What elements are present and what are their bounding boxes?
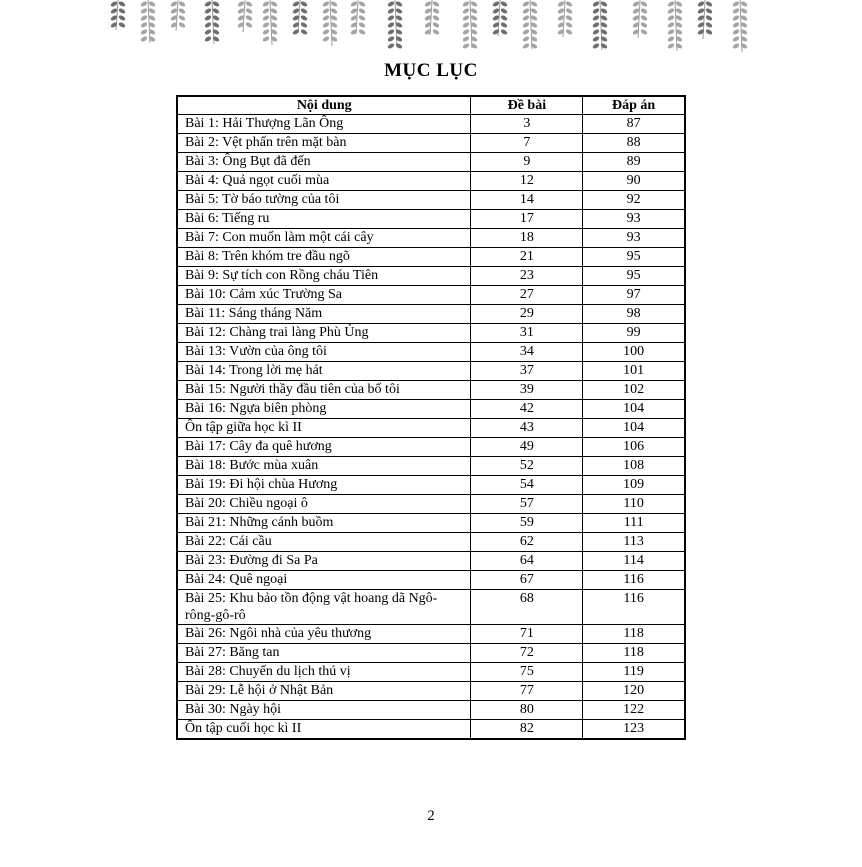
answer-page-cell: 93: [583, 229, 685, 248]
answer-page-cell: 95: [583, 267, 685, 286]
exercise-page-cell: 14: [471, 191, 583, 210]
lesson-title-cell: Bài 6: Tiếng ru: [177, 210, 471, 229]
table-row: [177, 229, 685, 248]
answer-page-cell: 99: [583, 324, 685, 343]
table-row: [177, 267, 685, 286]
exercise-page-cell: 42: [471, 400, 583, 419]
exercise-page-cell: 12: [471, 172, 583, 191]
lesson-title-cell: Bài 16: Ngựa biên phòng: [177, 400, 471, 419]
answer-page-cell: 109: [583, 476, 685, 495]
exercise-page-cell: 7: [471, 134, 583, 153]
exercise-page-cell: 39: [471, 381, 583, 400]
answer-page-cell: 87: [583, 115, 685, 134]
answer-page-cell: 88: [583, 134, 685, 153]
table-row: [177, 324, 685, 343]
exercise-page-cell: 29: [471, 305, 583, 324]
table-row: [177, 682, 685, 701]
exercise-page-cell: 52: [471, 457, 583, 476]
answer-page-cell: 113: [583, 533, 685, 552]
lesson-title-cell: Bài 5: Tờ báo tường của tôi: [177, 191, 471, 210]
exercise-page-cell: 67: [471, 571, 583, 590]
answer-page-cell: 89: [583, 153, 685, 172]
table-row: [177, 191, 685, 210]
table-row: [177, 552, 685, 571]
lesson-title-cell: Bài 14: Trong lời mẹ hát: [177, 362, 471, 381]
exercise-page-cell: 17: [471, 210, 583, 229]
answer-page-cell: 119: [583, 663, 685, 682]
table-row: [177, 419, 685, 438]
table-row: [177, 476, 685, 495]
table-row: [177, 457, 685, 476]
lesson-title-cell: Bài 11: Sáng tháng Năm: [177, 305, 471, 324]
column-header-exercise-page: Đề bài: [471, 96, 583, 115]
answer-page-cell: 102: [583, 381, 685, 400]
exercise-page-cell: 37: [471, 362, 583, 381]
exercise-page-cell: 59: [471, 514, 583, 533]
lesson-title-cell: Bài 15: Người thầy đầu tiên của bố tôi: [177, 381, 471, 400]
table-row: [177, 305, 685, 324]
exercise-page-cell: 43: [471, 419, 583, 438]
table-row: [177, 625, 685, 644]
exercise-page-cell: 75: [471, 663, 583, 682]
lesson-title-cell: Bài 24: Quê ngoại: [177, 571, 471, 590]
exercise-page-cell: 27: [471, 286, 583, 305]
table-row: [177, 210, 685, 229]
lesson-title-cell: Bài 25: Khu bảo tồn động vật hoang dã Ngô-rông-gô-rô: [177, 590, 471, 625]
lesson-title-cell: Bài 4: Quả ngọt cuối mùa: [177, 172, 471, 191]
answer-page-cell: 104: [583, 400, 685, 419]
answer-page-cell: 114: [583, 552, 685, 571]
exercise-page-cell: 57: [471, 495, 583, 514]
exercise-page-cell: 71: [471, 625, 583, 644]
lesson-title-cell: Bài 27: Băng tan: [177, 644, 471, 663]
table-row: [177, 533, 685, 552]
answer-page-cell: 97: [583, 286, 685, 305]
lesson-title-cell: Bài 28: Chuyến du lịch thú vị: [177, 663, 471, 682]
answer-page-cell: 106: [583, 438, 685, 457]
answer-page-cell: 108: [583, 457, 685, 476]
exercise-page-cell: 82: [471, 720, 583, 740]
answer-page-cell: 100: [583, 343, 685, 362]
exercise-page-cell: 64: [471, 552, 583, 571]
answer-page-cell: 104: [583, 419, 685, 438]
table-row: [177, 248, 685, 267]
table-row: [177, 438, 685, 457]
lesson-title-cell: Bài 23: Đường đi Sa Pa: [177, 552, 471, 571]
exercise-page-cell: 3: [471, 115, 583, 134]
table-row: [177, 495, 685, 514]
lesson-title-cell: Bài 2: Vệt phấn trên mặt bàn: [177, 134, 471, 153]
lesson-title-cell: Bài 1: Hải Thượng Lãn Ông: [177, 115, 471, 134]
answer-page-cell: 111: [583, 514, 685, 533]
lesson-title-cell: Bài 7: Con muốn làm một cái cây: [177, 229, 471, 248]
table-row: [177, 400, 685, 419]
table-row: [177, 381, 685, 400]
column-header-answer-page: Đáp án: [583, 96, 685, 115]
column-header-content: Nội dung: [177, 96, 471, 115]
answer-page-cell: 122: [583, 701, 685, 720]
exercise-page-cell: 54: [471, 476, 583, 495]
answer-page-cell: 110: [583, 495, 685, 514]
table-row: [177, 590, 685, 625]
lesson-title-cell: Bài 12: Chàng trai làng Phù Ủng: [177, 324, 471, 343]
exercise-page-cell: 31: [471, 324, 583, 343]
table-row: [177, 571, 685, 590]
answer-page-cell: 118: [583, 644, 685, 663]
table-row: [177, 362, 685, 381]
answer-page-cell: 92: [583, 191, 685, 210]
lesson-title-cell: Bài 13: Vườn của ông tôi: [177, 343, 471, 362]
lesson-title-cell: Bài 21: Những cánh buồm: [177, 514, 471, 533]
table-row: [177, 720, 685, 740]
answer-page-cell: 101: [583, 362, 685, 381]
table-row: [177, 343, 685, 362]
vine-leaves-icon: [0, 0, 862, 60]
lesson-title-cell: Bài 10: Cảm xúc Trường Sa: [177, 286, 471, 305]
table-row: [177, 514, 685, 533]
answer-page-cell: 90: [583, 172, 685, 191]
table-row: [177, 153, 685, 172]
table-row: [177, 115, 685, 134]
answer-page-cell: 123: [583, 720, 685, 740]
exercise-page-cell: 80: [471, 701, 583, 720]
exercise-page-cell: 68: [471, 590, 583, 625]
lesson-title-cell: Bài 20: Chiều ngoại ô: [177, 495, 471, 514]
answer-page-cell: 116: [583, 590, 685, 625]
table-header-row: [177, 96, 685, 115]
table-of-contents: [176, 95, 686, 740]
exercise-page-cell: 18: [471, 229, 583, 248]
answer-page-cell: 98: [583, 305, 685, 324]
exercise-page-cell: 49: [471, 438, 583, 457]
lesson-title-cell: Ôn tập giữa học kì II: [177, 419, 471, 438]
lesson-title-cell: Bài 17: Cây đa quê hương: [177, 438, 471, 457]
exercise-page-cell: 77: [471, 682, 583, 701]
lesson-title-cell: Bài 26: Ngôi nhà của yêu thương: [177, 625, 471, 644]
lesson-title-cell: Bài 3: Ông Bụt đã đến: [177, 153, 471, 172]
page-title: MỤC LỤC: [384, 60, 478, 81]
table-row: [177, 286, 685, 305]
table-row: [177, 644, 685, 663]
answer-page-cell: 118: [583, 625, 685, 644]
exercise-page-cell: 62: [471, 533, 583, 552]
lesson-title-cell: Bài 9: Sự tích con Rồng cháu Tiên: [177, 267, 471, 286]
page-number: 2: [427, 808, 435, 824]
table-row: [177, 172, 685, 191]
exercise-page-cell: 34: [471, 343, 583, 362]
lesson-title-cell: Bài 18: Bước mùa xuân: [177, 457, 471, 476]
lesson-title-cell: Bài 30: Ngày hội: [177, 701, 471, 720]
exercise-page-cell: 23: [471, 267, 583, 286]
table-row: [177, 701, 685, 720]
exercise-page-cell: 72: [471, 644, 583, 663]
lesson-title-cell: Bài 29: Lễ hội ở Nhật Bản: [177, 682, 471, 701]
answer-page-cell: 93: [583, 210, 685, 229]
answer-page-cell: 95: [583, 248, 685, 267]
exercise-page-cell: 9: [471, 153, 583, 172]
answer-page-cell: 120: [583, 682, 685, 701]
exercise-page-cell: 21: [471, 248, 583, 267]
lesson-title-cell: Bài 8: Trên khóm tre đầu ngõ: [177, 248, 471, 267]
answer-page-cell: 116: [583, 571, 685, 590]
table-row: [177, 663, 685, 682]
lesson-title-cell: Bài 19: Đi hội chùa Hương: [177, 476, 471, 495]
lesson-title-cell: Ôn tập cuối học kì II: [177, 720, 471, 740]
lesson-title-cell: Bài 22: Cái cầu: [177, 533, 471, 552]
table-row: [177, 134, 685, 153]
